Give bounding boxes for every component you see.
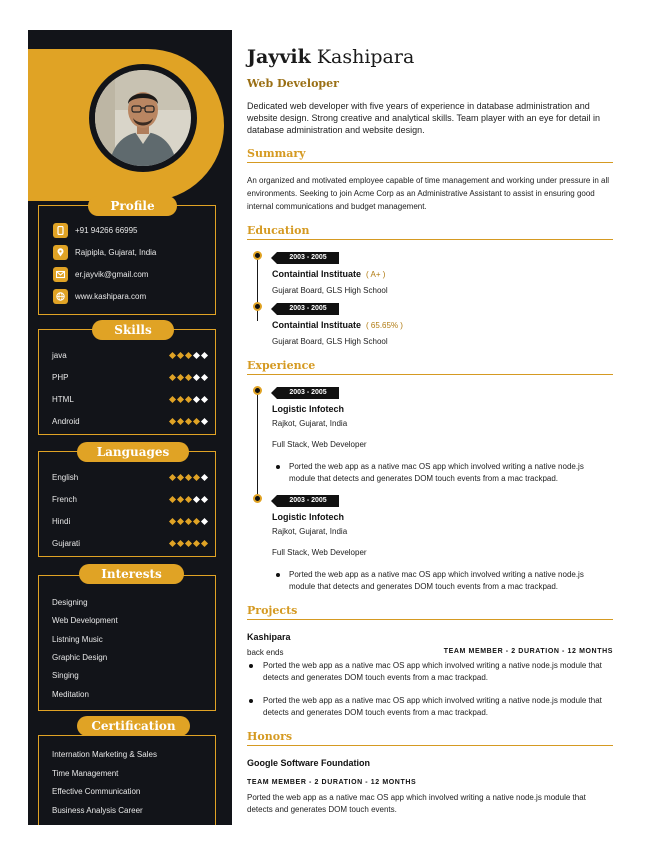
rating-diamond-icon	[184, 395, 191, 402]
rating-diamond-icon	[200, 473, 207, 480]
experience-company: Logistic Infotech	[272, 404, 344, 414]
skills-box	[38, 329, 216, 435]
experience-timeline-dot	[253, 494, 262, 503]
skills-heading: Skills	[92, 320, 174, 340]
honors-heading: Honors	[247, 730, 613, 746]
interest-item: Singing	[52, 671, 79, 681]
rating-diamond-icon	[192, 373, 199, 380]
language-name: French	[52, 494, 77, 504]
language-rating	[169, 541, 207, 546]
full-name	[247, 46, 414, 68]
rating-diamond-icon	[184, 351, 191, 358]
rating-diamond-icon	[200, 351, 207, 358]
rating-diamond-icon	[168, 373, 175, 380]
skill-rating	[169, 353, 207, 358]
contact-phone	[53, 222, 138, 238]
rating-diamond-icon	[176, 539, 183, 546]
skill-name: java	[52, 350, 67, 360]
projects-heading: Projects	[247, 604, 613, 620]
job-title: Web Developer	[247, 77, 339, 90]
education-date: 2003 - 2005	[277, 303, 339, 315]
rating-diamond-icon	[168, 395, 175, 402]
rating-diamond-icon	[200, 495, 207, 502]
rating-diamond-icon	[192, 395, 199, 402]
certification-heading: Certification	[77, 716, 190, 736]
rating-diamond-icon	[192, 539, 199, 546]
rating-diamond-icon	[168, 473, 175, 480]
summary-heading: Summary	[247, 147, 613, 163]
globe-icon	[53, 289, 68, 304]
rating-diamond-icon	[176, 351, 183, 358]
email-text[interactable]: er.jayvik@gmail.com	[75, 269, 149, 279]
rating-diamond-icon	[192, 473, 199, 480]
interest-item: Meditation	[52, 689, 89, 699]
rating-diamond-icon	[168, 517, 175, 524]
education-timeline-dot	[253, 251, 262, 260]
rating-diamond-icon	[184, 473, 191, 480]
rating-diamond-icon	[200, 395, 207, 402]
profile-photo-frame	[89, 64, 197, 172]
experience-location: Rajkot, Gujarat, India	[272, 527, 348, 536]
skill-rating	[169, 419, 207, 424]
rating-diamond-icon	[168, 495, 175, 502]
rating-diamond-icon	[192, 517, 199, 524]
profile-photo	[95, 70, 191, 166]
interests-box	[38, 575, 216, 711]
rating-diamond-icon	[192, 417, 199, 424]
sidebar	[28, 30, 232, 825]
languages-heading: Languages	[77, 442, 189, 462]
contact-email	[53, 266, 148, 282]
skill-row	[52, 370, 207, 384]
institute-name: Containtial Instituate	[272, 269, 362, 279]
rating-diamond-icon	[168, 351, 175, 358]
intro-paragraph: Dedicated web developer with five years of experience in database administration and website design. Strong creative and analytical skills. Team player with an eye for detail in database administration and website design.	[247, 101, 601, 135]
email-icon	[53, 267, 68, 282]
language-name: Gujarati	[52, 538, 81, 548]
experience-timeline-line	[257, 392, 258, 500]
location-text: Rajpipla, Gujarat, India	[75, 247, 157, 257]
language-rating	[169, 497, 207, 502]
rating-diamond-icon	[176, 495, 183, 502]
experience-heading: Experience	[247, 359, 613, 375]
first-name: Jayvik	[247, 46, 311, 68]
project-name: Kashipara	[247, 632, 291, 642]
website-text[interactable]: www.kashipara.com	[75, 291, 147, 301]
rating-diamond-icon	[184, 495, 191, 502]
education-grade: ( 65.65% )	[366, 321, 403, 330]
skill-row	[52, 414, 207, 428]
institute-name: Containtial Instituate	[272, 320, 362, 330]
language-row	[52, 514, 207, 528]
rating-diamond-icon	[200, 539, 207, 546]
education-grade: ( A+ )	[366, 270, 386, 279]
rating-diamond-icon	[200, 373, 207, 380]
languages-box	[38, 451, 216, 557]
contact-location	[53, 244, 156, 260]
project-meta: TEAM MEMBER - 2 DURATION - 12 MONTHS	[443, 648, 613, 655]
skill-name: PHP	[52, 372, 69, 382]
rating-diamond-icon	[184, 517, 191, 524]
honor-meta: TEAM MEMBER - 2 DURATION - 12 MONTHS	[247, 779, 417, 786]
last-name: Kashipara	[316, 46, 415, 68]
education-board: Gujarat Board, GLS High School	[272, 337, 388, 346]
skill-rating	[169, 375, 207, 380]
experience-timeline-dot	[253, 386, 262, 395]
rating-diamond-icon	[176, 417, 183, 424]
experience-date: 2003 - 2005	[277, 495, 339, 507]
interest-item: Graphic Design	[52, 652, 108, 662]
language-rating	[169, 475, 207, 480]
rating-diamond-icon	[200, 417, 207, 424]
rating-diamond-icon	[176, 517, 183, 524]
skill-name: HTML	[52, 394, 74, 404]
summary-text: An organized and motivated employee capable of time management and working under pressure in all environments. Seeking to join Acme Corp as an Administrative Assistant to assist in ensuring good internal communications and budget management.	[247, 176, 609, 211]
interest-item: Listning Music	[52, 634, 103, 644]
education-timeline-line	[257, 257, 258, 321]
education-timeline-dot	[253, 302, 262, 311]
rating-diamond-icon	[176, 373, 183, 380]
skill-row	[52, 348, 207, 362]
language-name: English	[52, 472, 79, 482]
location-pin-icon	[53, 245, 68, 260]
profile-box	[38, 205, 216, 315]
rating-diamond-icon	[184, 539, 191, 546]
project-bullet: Ported the web app as a native mac OS app which involved writing a native node.js module that detects and generates DOM touch events from a mac trackpad.	[247, 695, 613, 719]
education-institute	[272, 320, 403, 330]
experience-company: Logistic Infotech	[272, 512, 344, 522]
rating-diamond-icon	[168, 417, 175, 424]
rating-diamond-icon	[192, 351, 199, 358]
certification-item: Time Management	[52, 768, 119, 778]
experience-position: Full Stack, Web Developer	[272, 440, 367, 449]
skill-name: Android	[52, 416, 80, 426]
rating-diamond-icon	[184, 417, 191, 424]
education-date: 2003 - 2005	[277, 252, 339, 264]
rating-diamond-icon	[184, 373, 191, 380]
skill-row	[52, 392, 207, 406]
rating-diamond-icon	[168, 539, 175, 546]
experience-position: Full Stack, Web Developer	[272, 548, 367, 557]
experience-date: 2003 - 2005	[277, 387, 339, 399]
language-row	[52, 470, 207, 484]
rating-diamond-icon	[176, 473, 183, 480]
rating-diamond-icon	[200, 517, 207, 524]
experience-bullet: Ported the web app as a native mac OS app which involved writing a native node.js module that detects and generates DOM touch events from a mac trackpad.	[272, 569, 602, 593]
skill-rating	[169, 397, 207, 402]
language-row	[52, 492, 207, 506]
education-institute	[272, 269, 385, 279]
language-name: Hindi	[52, 516, 71, 526]
rating-diamond-icon	[192, 495, 199, 502]
rating-diamond-icon	[176, 395, 183, 402]
interest-item: Web Development	[52, 616, 118, 626]
project-bullet: Ported the web app as a native mac OS app which involved writing a native node.js module that detects and generates DOM touch events from a mac trackpad.	[247, 660, 613, 684]
education-board: Gujarat Board, GLS High School	[272, 286, 388, 295]
project-subtitle: back ends	[247, 648, 284, 657]
certification-item: Effective Communication	[52, 787, 141, 796]
honor-text: Ported the web app as a native mac OS app which involved writing a native node.js module that detects and generates DOM touch events.	[247, 793, 586, 814]
language-rating	[169, 519, 207, 524]
phone-icon	[53, 223, 68, 238]
certification-item: Business Analysis Career	[52, 805, 143, 815]
interest-item: Designing	[52, 598, 88, 607]
honor-name: Google Software Foundation	[247, 758, 370, 768]
language-row	[52, 536, 207, 550]
phone-text: +91 94266 66995	[75, 225, 138, 235]
experience-bullet: Ported the web app as a native mac OS app which involved writing a native node.js module that detects and generates DOM touch events from a mac trackpad.	[272, 461, 602, 485]
profile-heading: Profile	[88, 196, 177, 216]
contact-website	[53, 288, 146, 304]
interests-heading: Interests	[79, 564, 184, 584]
education-heading: Education	[247, 224, 613, 240]
experience-location: Rajkot, Gujarat, India	[272, 419, 348, 428]
certification-item: Internation Marketing & Sales	[52, 750, 157, 759]
certification-box	[38, 735, 216, 825]
